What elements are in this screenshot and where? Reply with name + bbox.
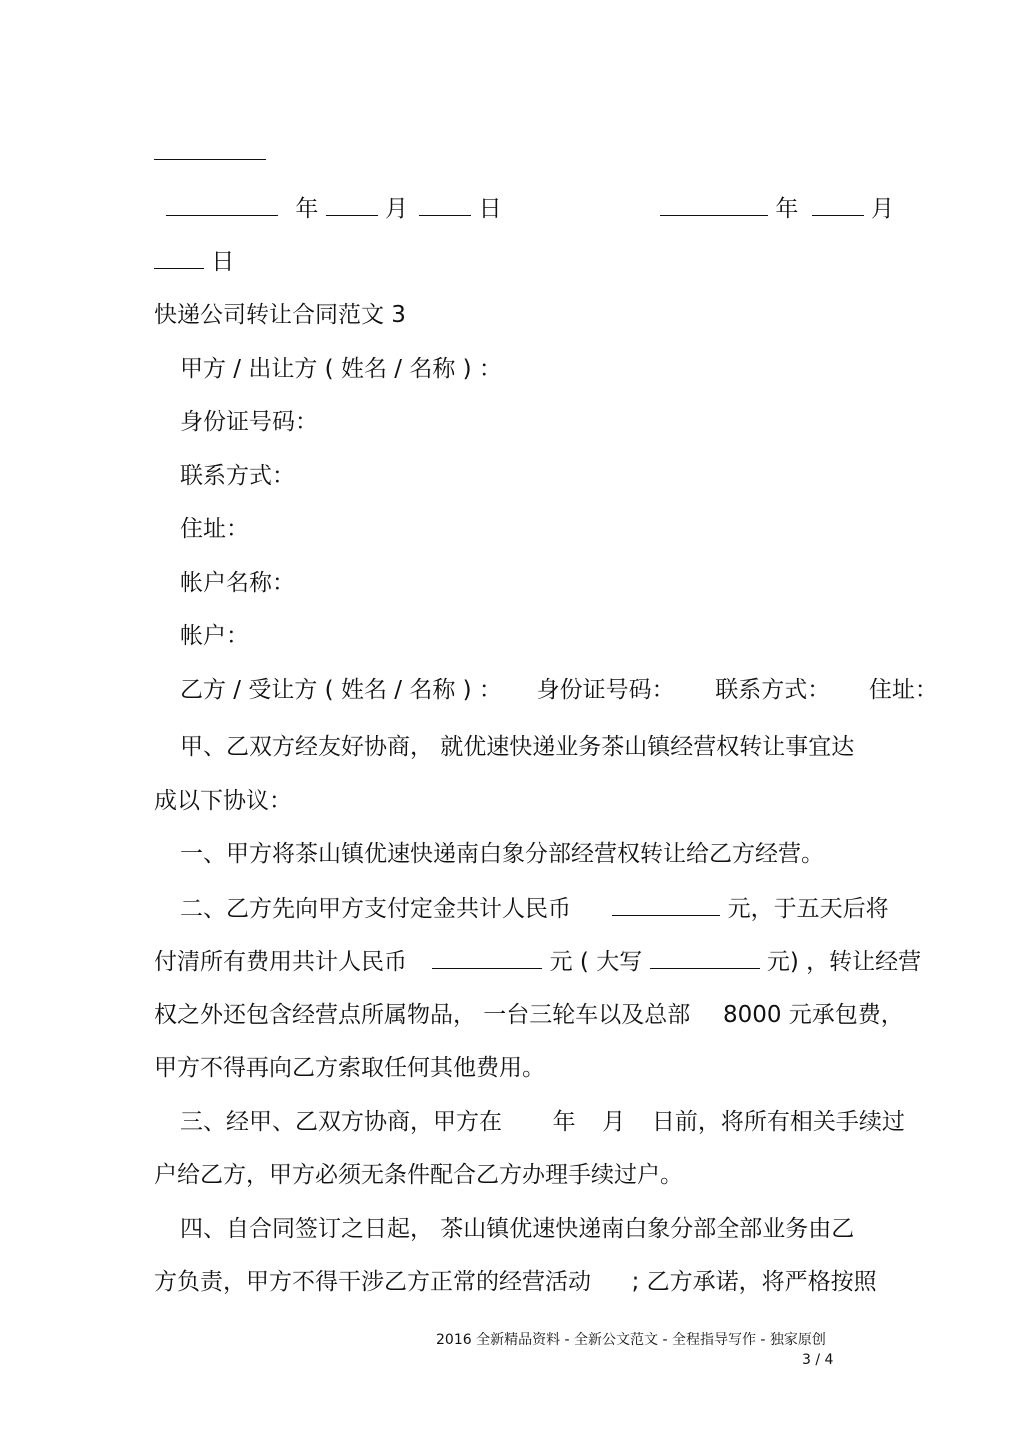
month-label-right: 月 bbox=[870, 196, 894, 222]
clause-1: 一、甲方将茶山镇优速快递南白象分部经营权转让给乙方经营。 bbox=[180, 841, 824, 867]
clause-3-line-1 bbox=[180, 1107, 905, 1137]
party-b-id-number: 身份证号码： bbox=[536, 677, 675, 703]
clause-2-text-g: 8000 元承包费， bbox=[722, 1002, 904, 1028]
party-a-title: 甲方 / 出让方 ( 姓名 / 名称 ) ： bbox=[180, 356, 502, 382]
signature-date-line-right bbox=[660, 193, 894, 223]
year-blank-right bbox=[660, 193, 768, 216]
clause-2-text-e: 元) ，转让经营 bbox=[766, 949, 922, 975]
clause-4-text-a: 方负责，甲方不得干涉乙方正常的经营活动 bbox=[154, 1269, 591, 1295]
day-label-right: 日 bbox=[211, 249, 235, 275]
deposit-amount-blank bbox=[612, 893, 720, 916]
total-amount-blank bbox=[432, 946, 542, 969]
signature-date-line bbox=[166, 193, 502, 223]
year-label: 年 bbox=[295, 196, 319, 222]
clause-3-year: 年 bbox=[552, 1109, 576, 1135]
clause-4-text-b: ; 乙方承诺，将严格按照 bbox=[631, 1269, 877, 1295]
month-label: 月 bbox=[384, 196, 408, 222]
contract-heading: 快递公司转让合同范文 3 bbox=[154, 302, 406, 328]
party-a-account-name: 帐户名称： bbox=[180, 570, 295, 596]
clause-3-text-d: 日前，将所有相关手续过 bbox=[651, 1109, 905, 1135]
clause-4-line-2 bbox=[154, 1267, 877, 1297]
clause-2-line-3 bbox=[154, 1000, 904, 1030]
year-label-right: 年 bbox=[775, 196, 799, 222]
party-b-address: 住址： bbox=[868, 677, 938, 703]
month-blank-right bbox=[812, 193, 864, 216]
clause-2-text-d: 元 ( 大写 bbox=[549, 949, 643, 975]
page-number: 3 / 4 bbox=[802, 1352, 834, 1368]
day-label: 日 bbox=[478, 196, 502, 222]
clause-3-month: 月 bbox=[602, 1109, 626, 1135]
intro-line-1: 甲、乙双方经友好协商， 就优速快递业务茶山镇经营权转让事宜达 bbox=[180, 734, 855, 760]
footer-slogan: 2016 全新精品资料 - 全新公文范文 - 全程指导写作 - 独家原创 bbox=[436, 1332, 826, 1348]
clause-3-text-a: 三、经甲、乙双方协商，甲方在 bbox=[180, 1109, 502, 1135]
clause-3-line-2: 户给乙方，甲方必须无条件配合乙方办理手续过户。 bbox=[154, 1162, 683, 1188]
day-blank bbox=[419, 193, 471, 216]
clause-2-line-1 bbox=[180, 893, 889, 923]
party-a-account: 帐户： bbox=[180, 623, 249, 649]
signature-blank-top bbox=[154, 159, 266, 160]
intro-line-2: 成以下协议： bbox=[154, 788, 292, 814]
total-amount-words-blank bbox=[650, 946, 760, 969]
year-blank bbox=[166, 193, 278, 216]
party-b-line bbox=[180, 675, 938, 705]
party-a-address: 住址： bbox=[180, 516, 249, 542]
clause-2-text-f: 权之外还包含经营点所属物品， 一台三轮车以及总部 bbox=[154, 1002, 691, 1028]
clause-2-text-b: 元，于五天后将 bbox=[727, 896, 889, 922]
month-blank bbox=[326, 193, 378, 216]
clause-2-text-a: 二、乙方先向甲方支付定金共计人民币 bbox=[180, 896, 571, 922]
party-a-id-number: 身份证号码： bbox=[180, 409, 318, 435]
clause-4-line-1: 四、自合同签订之日起， 茶山镇优速快递南白象分部全部业务由乙 bbox=[180, 1216, 855, 1242]
party-a-contact: 联系方式： bbox=[180, 463, 295, 489]
party-b-contact: 联系方式： bbox=[715, 677, 831, 703]
clause-2-text-c: 付清所有费用共计人民币 bbox=[154, 949, 407, 975]
party-b-title: 乙方 / 受让方 ( 姓名 / 名称 ) ： bbox=[180, 677, 502, 703]
day-blank-right bbox=[154, 246, 204, 269]
clause-2-line-2 bbox=[154, 946, 921, 976]
clause-2-line-4: 甲方不得再向乙方索取任何其他费用。 bbox=[154, 1055, 545, 1081]
signature-day-line-right bbox=[154, 246, 234, 276]
